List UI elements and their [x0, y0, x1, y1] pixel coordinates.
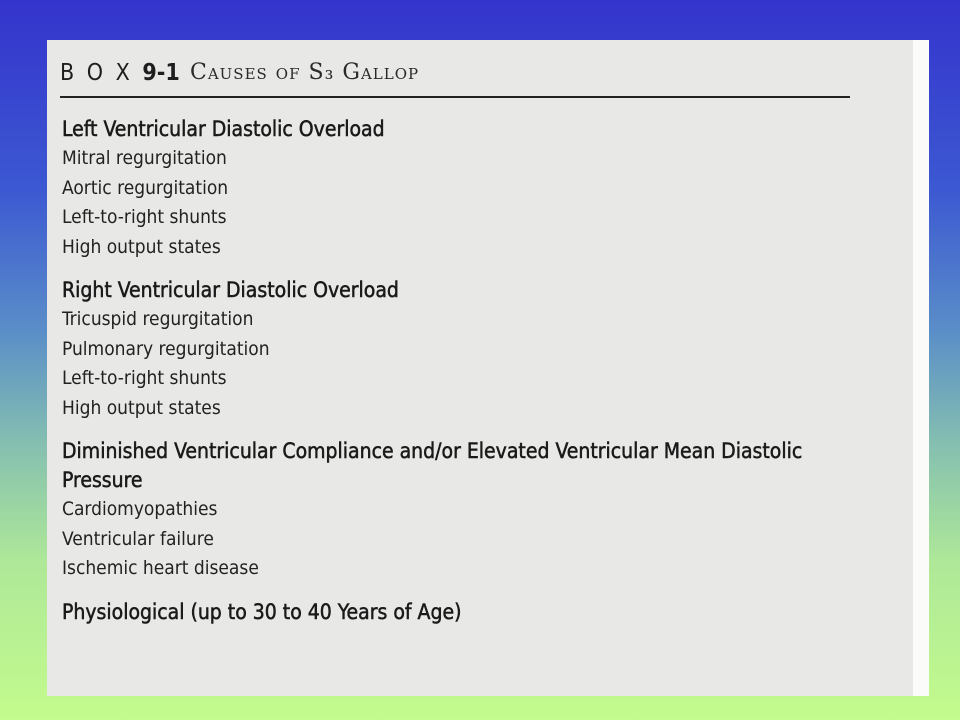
box-number: 9-1: [142, 60, 180, 86]
section-heading: Diminished Ventricular Compliance and/or Elevated Ventricular Mean Diastolic Pressure: [62, 439, 803, 492]
list-item: Tricuspid regurgitation: [62, 308, 254, 330]
section-physiological: [62, 598, 862, 627]
section-heading: Left Ventricular Diastolic Overload: [62, 117, 385, 141]
list-item: Mitral regurgitation: [62, 147, 227, 169]
list-item: Pulmonary regurgitation: [62, 337, 270, 360]
section-heading: Right Ventricular Diastolic Overload: [62, 278, 399, 302]
section-right-ventricular: [62, 276, 862, 423]
box-title: Causes of S₃ Gallop: [190, 60, 420, 85]
list-item: Left-to-right shunts: [62, 367, 227, 389]
box-content: [62, 115, 862, 641]
box-header: [60, 56, 850, 98]
list-item: High output states: [62, 235, 221, 258]
list-item: High output states: [62, 396, 221, 419]
scanned-page: [47, 40, 929, 696]
list-item: Left-to-right shunts: [62, 206, 227, 228]
section-diminished-compliance: [62, 437, 862, 584]
list-item: Aortic regurgitation: [62, 176, 229, 199]
list-item: Cardiomyopathies: [62, 498, 218, 520]
section-heading: Physiological (up to 30 to 40 Years of Age): [62, 599, 462, 624]
list-item: Ischemic heart disease: [62, 557, 259, 579]
box-label: B O X 9-1: [60, 60, 180, 86]
section-left-ventricular: [62, 115, 862, 262]
list-item: Ventricular failure: [62, 527, 214, 550]
